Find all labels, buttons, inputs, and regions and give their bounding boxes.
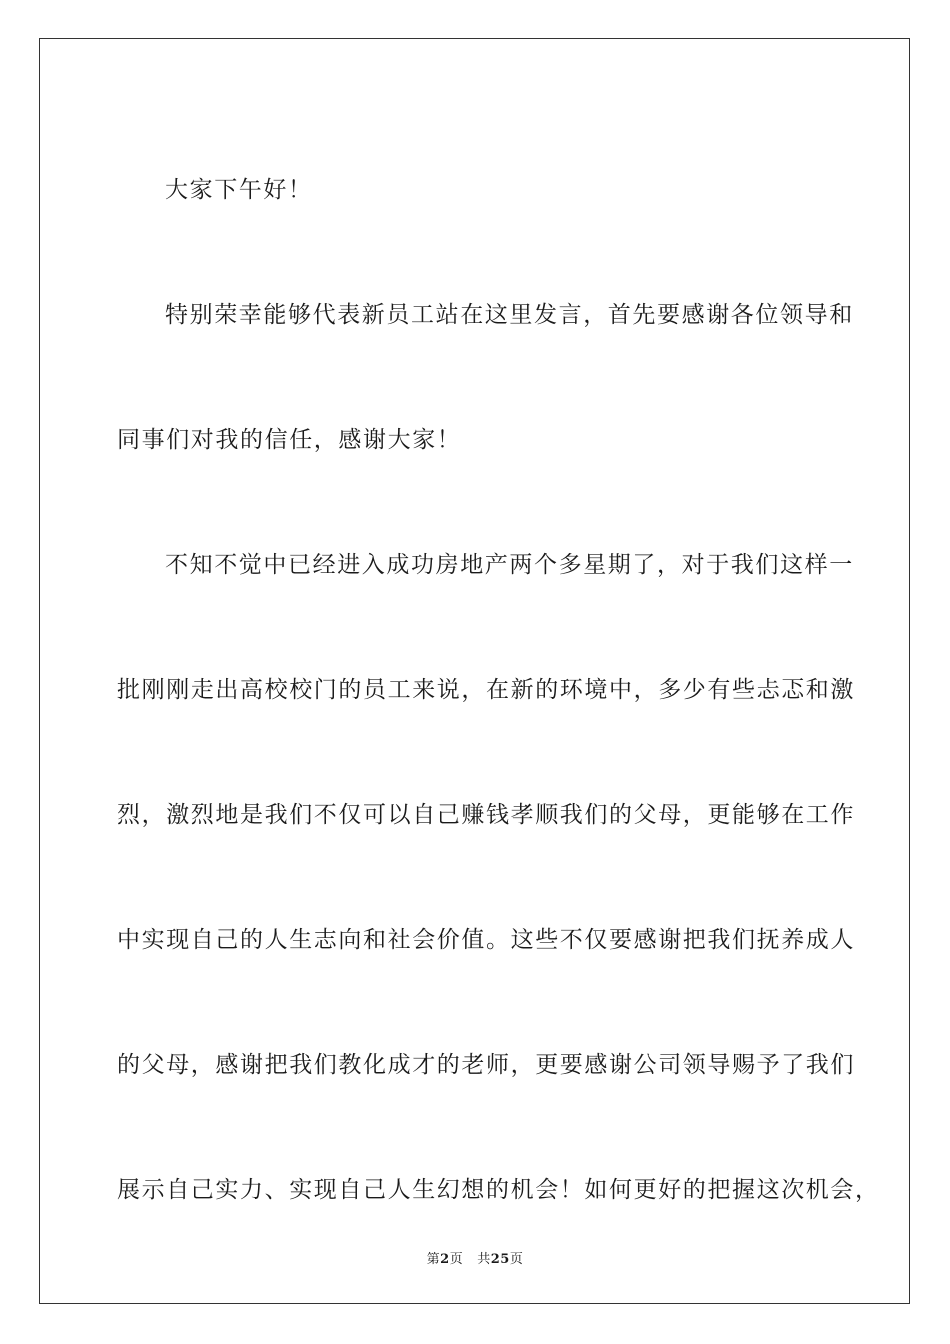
document-body [117, 128, 880, 1253]
paragraph-line: 展示自己实力、实现自己人生幻想的机会！如何更好的把握这次机会， [117, 1177, 880, 1203]
total-prefix: 共 [477, 1252, 491, 1267]
paragraph-line: 中实现自己的人生志向和社会价值。这些不仅要感谢把我们抚养成人 [117, 927, 855, 953]
paragraph-line: 烈，激烈地是我们不仅可以自己赚钱孝顺我们的父母，更能够在工作 [117, 802, 855, 828]
paragraph-line: 批刚刚走出高校校门的员工来说，在新的环境中，多少有些忐忑和激 [117, 677, 855, 703]
page-number: 2 [440, 1252, 450, 1267]
total-pages: 25 [490, 1252, 510, 1267]
page-footer [0, 1248, 950, 1267]
paragraph-line: 的父母，感谢把我们教化成才的老师，更要感谢公司领导赐予了我们 [117, 1052, 855, 1078]
page-prefix: 第 [426, 1252, 441, 1267]
paragraph-greeting: 大家下午好！ [165, 177, 313, 203]
total-suffix: 页 [509, 1252, 524, 1267]
paragraph-line: 同事们对我的信任，感谢大家！ [117, 427, 462, 453]
paragraph-line: 不知不觉中已经进入成功房地产两个多星期了，对于我们这样一 [165, 552, 854, 578]
paragraph-line: 特别荣幸能够代表新员工站在这里发言，首先要感谢各位领导和 [165, 302, 854, 328]
page-suffix: 页 [449, 1252, 464, 1267]
